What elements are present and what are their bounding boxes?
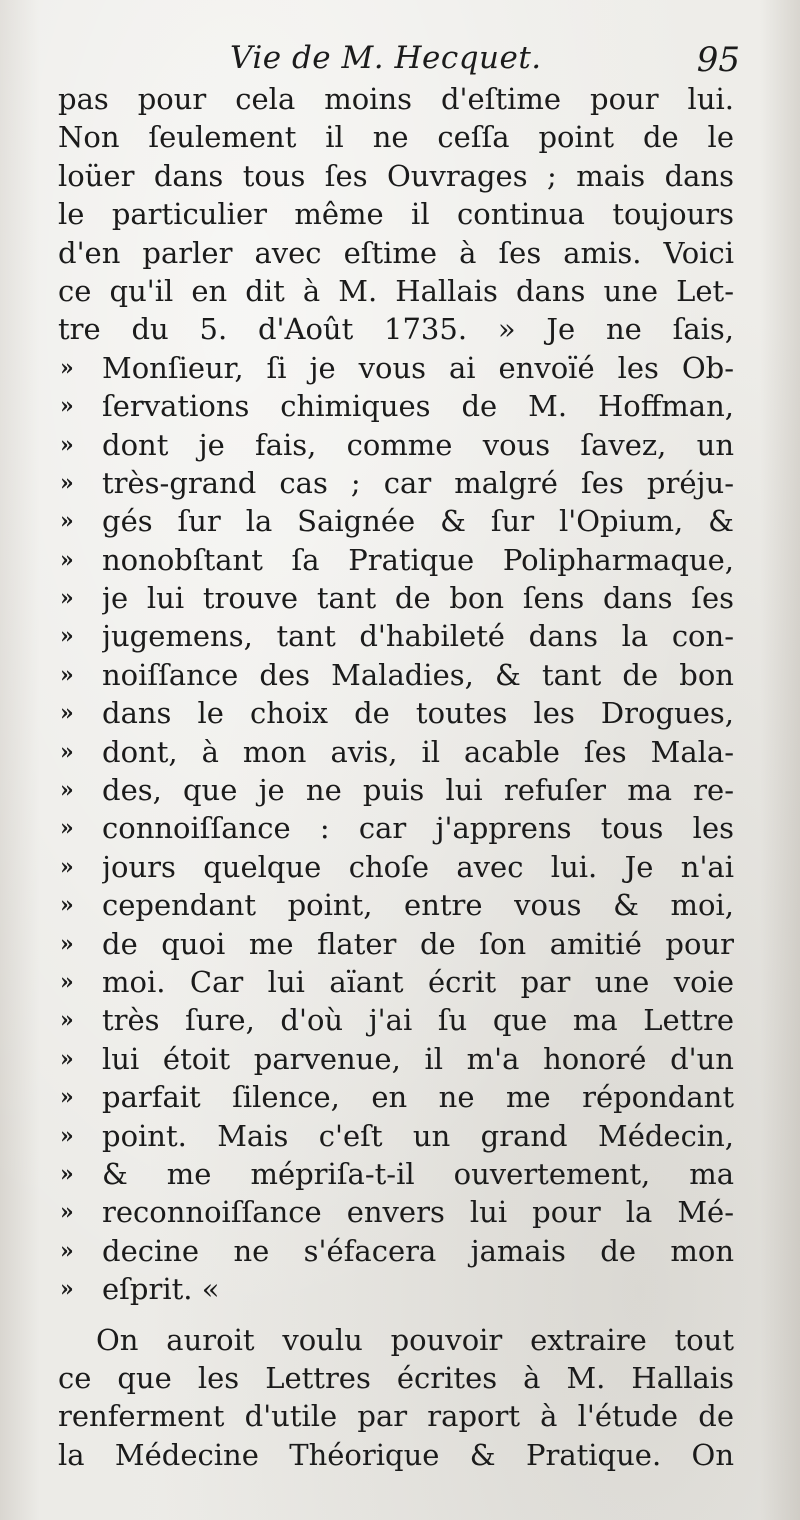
line-text: pas pour cela moins d'eſtime pour lui. (58, 82, 734, 116)
line-text: reconnoiſſance envers lui pour la Mé- (102, 1195, 734, 1230)
quote-mark: » (60, 968, 71, 995)
text-line (0, 1078, 800, 1116)
body-text (0, 80, 800, 1474)
line-text: renferment d'utile par raport à l'étude de (58, 1399, 734, 1434)
quote-mark: » (60, 777, 71, 804)
text-line (0, 1040, 800, 1078)
quote-mark: » (60, 623, 71, 650)
text-line (0, 1436, 800, 1474)
text-line (0, 1321, 800, 1359)
line-text: le particulier même il continua toujours (58, 197, 734, 232)
quote-mark: » (60, 700, 71, 727)
line-text: d'en parler avec eſtime à ſes amis. Voici (58, 235, 734, 270)
line-text: point. Mais c'eſt un grand Médecin, (102, 1118, 734, 1153)
line-text: gés ſur la Saignée & ſur l'Opium, & (102, 504, 734, 539)
line-text: je lui trouve tant de bon ſens dans ſes (102, 581, 734, 616)
text-line (0, 1232, 800, 1270)
line-text: loüer dans tous ſes Ouvrages ; mais dans (58, 158, 734, 193)
quote-mark: » (60, 661, 71, 688)
quote-mark: » (60, 815, 71, 842)
text-line (0, 502, 800, 540)
text-line (0, 656, 800, 694)
line-text: des, que je ne puis lui refuſer ma re- (102, 773, 734, 808)
line-text: On auroit voulu pouvoir extraire tout (96, 1322, 734, 1357)
quote-mark: » (60, 469, 71, 496)
quote-mark: » (60, 1237, 71, 1264)
line-text: dont, à mon avis, il acable ſes Mala- (102, 734, 734, 769)
quote-mark: » (60, 508, 71, 535)
text-line (0, 541, 800, 579)
quote-mark: » (60, 1276, 71, 1303)
text-line (0, 848, 800, 886)
line-text: Non ſeulement il ne ceſſa point de le (58, 120, 734, 155)
text-line (0, 1359, 800, 1397)
text-line (0, 1193, 800, 1231)
text-line (0, 925, 800, 963)
text-line (0, 809, 800, 847)
quote-mark: » (60, 546, 71, 573)
quote-mark: » (60, 393, 71, 420)
line-text: de quoi me flater de ſon amitié pour (102, 926, 734, 961)
line-text: noiſſance des Maladies, & tant de bon (102, 657, 734, 692)
text-line (0, 1155, 800, 1193)
text-line (0, 387, 800, 425)
quote-mark: » (60, 354, 71, 381)
line-text: cependant point, entre vous & moi, (102, 888, 734, 923)
text-line (0, 195, 800, 233)
line-text: connoiſſance : car j'apprens tous les (102, 811, 734, 846)
text-line (0, 963, 800, 1001)
text-line (0, 771, 800, 809)
quote-mark: » (60, 585, 71, 612)
line-text: ſervations chimiques de M. Hoffman, (102, 389, 734, 424)
line-text: decine ne s'éfacera jamais de mon (102, 1233, 734, 1268)
text-line (0, 118, 800, 156)
quote-mark: » (60, 930, 71, 957)
line-text: eſprit. « (102, 1272, 220, 1307)
text-line (0, 617, 800, 655)
line-text: jugemens, tant d'habileté dans la con- (102, 619, 734, 654)
line-text: nonobſtant ſa Pratique Polipharmaque, (102, 542, 734, 577)
quote-mark: » (60, 431, 71, 458)
text-line (0, 426, 800, 464)
line-text: la Médecine Théorique & Pratique. On (58, 1437, 734, 1472)
text-line (0, 579, 800, 617)
line-text: très-grand cas ; car malgré ſes préju- (102, 465, 734, 500)
text-line (0, 464, 800, 502)
quote-mark: » (60, 738, 71, 765)
quote-mark: » (60, 1084, 71, 1111)
line-text: ce que les Lettres écrites à M. Hallais (58, 1360, 734, 1395)
line-text: dans le choix de toutes les Drogues, (102, 696, 734, 731)
quote-mark: » (60, 1122, 71, 1149)
quote-mark: » (60, 1199, 71, 1226)
text-line (0, 310, 800, 348)
text-line (0, 886, 800, 924)
quote-mark: » (60, 892, 71, 919)
text-line (0, 733, 800, 771)
line-text: très ſure, d'où j'ai ſu que ma Lettre (102, 1003, 734, 1038)
text-line (0, 349, 800, 387)
paragraph-gap (0, 1309, 800, 1321)
quote-mark: » (60, 853, 71, 880)
text-line (0, 272, 800, 310)
line-text: dont je fais, comme vous ſavez, un (102, 427, 734, 462)
line-text: Monſieur, ſi je vous ai envoïé les Ob- (102, 350, 734, 385)
text-line (0, 1270, 800, 1308)
line-text: tre du 5. d'Août 1735. » Je ne ſais, (58, 312, 734, 347)
text-line (0, 694, 800, 732)
quote-mark: » (60, 1045, 71, 1072)
line-text: moi. Car lui aïant écrit par une voie (102, 964, 734, 999)
line-text: jours quelque choſe avec lui. Je n'ai (102, 849, 734, 884)
line-text: lui étoit parvenue, il m'a honoré d'un (102, 1041, 734, 1076)
text-line (0, 80, 800, 118)
text-line (0, 1117, 800, 1155)
text-line (0, 234, 800, 272)
line-text: & me mépriſa-t-il ouvertement, ma (102, 1156, 734, 1191)
quote-mark: » (60, 1007, 71, 1034)
page-number: 95 (696, 40, 740, 80)
text-line (0, 157, 800, 195)
quote-mark: » (60, 1160, 71, 1187)
running-title: Vie de M. Hecquet. (230, 40, 542, 76)
line-text: ce qu'il en dit à M. Hallais dans une Let- (58, 273, 734, 308)
line-text: parfait ſilence, en ne me répondant (102, 1080, 734, 1115)
text-line (0, 1001, 800, 1039)
text-line (0, 1397, 800, 1435)
